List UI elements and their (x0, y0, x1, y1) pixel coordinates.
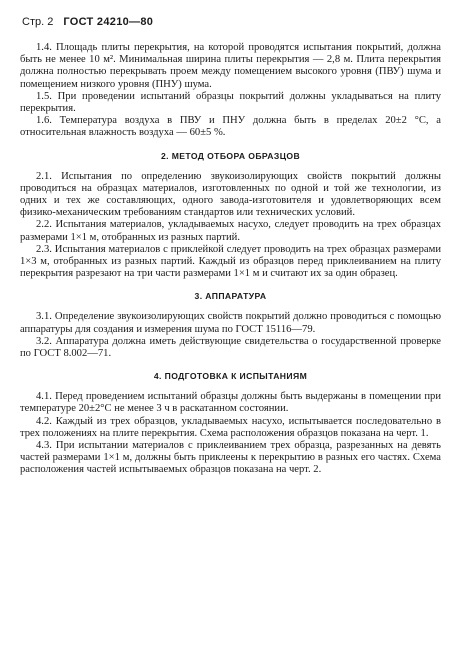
paragraph-3-1: 3.1. Определение звукоизолирующих свойств покрытий должно проводиться с помощью аппаратуры для создания и измерения шума по ГОСТ 15116—79. (20, 311, 441, 335)
paragraph-2-3: 2.3. Испытания материалов с приклейкой следует проводить на трех образцах размерами 1×3 м, отобранных из разных партий. Каждый из образцов перед приклеиванием на плиту перекрытия разрезают на три части размерами 1×1 м и считают их за один образец. (20, 243, 441, 280)
paragraph-4-2: 4.2. Каждый из трех образцов, укладываемых насухо, испытывается последовательно в трех положениях на плите перекрытия. Схема расположения образцов показана на черт. 1. (20, 415, 441, 439)
paragraph-1-5: 1.5. При проведении испытаний образцы покрытий должны укладываться на плиту перекрытия. (20, 90, 441, 115)
paragraph-1-4: 1.4. Площадь плиты перекрытия, на которой проводятся испытания покрытий, должна быть не менее 10 м². Минимальная ширина плиты перекрытия — 2,8 м. Плита перекрытия должна полностью перекрывать проем между помещением высокого уровня (ПВУ) шума и помещением низкого уровня (ПНУ) шума. (20, 42, 441, 90)
page-number: Стр. 2 (22, 16, 54, 28)
section-3-heading: 3. АППАРАТУРА (194, 291, 267, 302)
paragraph-4-3: 4.3. При испытании материалов с приклеиванием трех образца, разрезанных на девять частей размерами 1×1 м, должны быть приклеены к перекрытию в разных его частях. Схема расположения частей испытываемых образцов показана на черт. 2. (20, 440, 441, 476)
standard-code: ГОСТ 24210—80 (63, 16, 154, 28)
paragraph-3-2: 3.2. Аппаратура должна иметь действующие свидетельства о государственной проверке по ГОСТ 8.002—71. (20, 335, 441, 360)
paragraph-1-6: 1.6. Температура воздуха в ПВУ и ПНУ должна быть в пределах 20±2 °C, а относительная влажность воздуха — 60±5 %. (20, 115, 441, 139)
paragraph-2-1: 2.1. Испытания по определению звукоизолирующих свойств покрытий должны проводиться на образцах материалов, изготовленных по одной и той же технологии, из одних и тех же составляющих, одного завода-изготовителя и удовлетворяющих всем физико-механическим требованиям стандартов или технических условий. (20, 170, 441, 219)
page-header (22, 16, 441, 28)
paragraph-4-1: 4.1. Перед проведением испытаний образцы должны быть выдержаны в помещении при температуре 20±2°C не менее 3 ч в раскатанном состоянии. (20, 391, 441, 415)
section-2-heading: 2. МЕТОД ОТБОРА ОБРАЗЦОВ (160, 150, 301, 161)
paragraph-2-2: 2.2. Испытания материалов, укладываемых насухо, следует проводить на трех образцах размерами 1×1 м, отобранных из разных партий. (20, 219, 441, 243)
section-4-heading: 4. ПОДГОТОВКА К ИСПЫТАНИЯМ (153, 371, 308, 382)
